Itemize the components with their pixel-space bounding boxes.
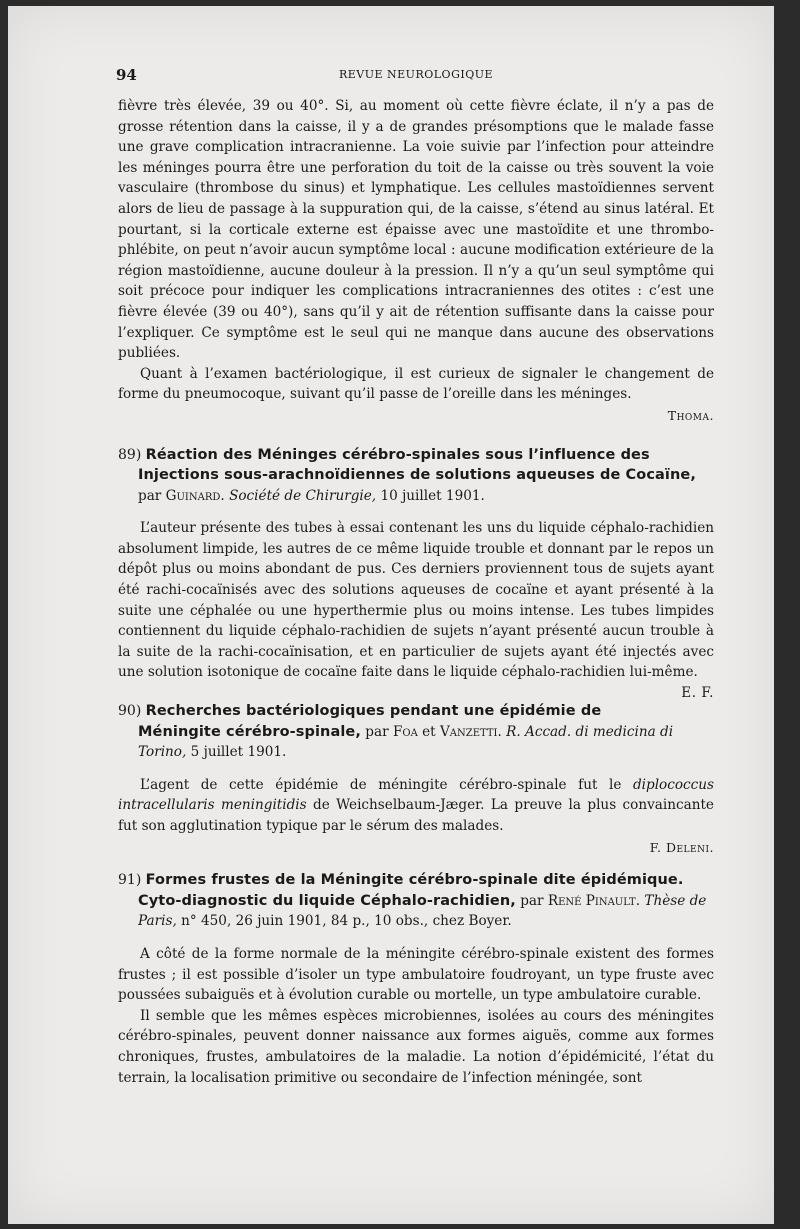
article-paragraph-1: A côté de la forme normale de la méningite cérébro-spinale existent des formes frustes ; il est possible d’isoler un type ambulatoire foudroyant, un type fruste avec poussées subaiguës et à évolution curable ou mortelle, un type ambulatoire curable. <box>118 945 714 1004</box>
article-body-end: de Weichselbaum-Jæger. La preuve la plus convaincante fut son agglutination typique par le sérum des malades. <box>118 797 714 834</box>
intro-paragraph-1: fièvre très élevée, 39 ou 40°. Si, au moment où cette fièvre éclate, il n’y a pas de grosse rétention dans la caisse, il y a de grandes présomptions que le malade fasse une grave complication intracranienne. La voie suivie par l’infection pour atteindre les méninges pourra être une perforation du toit de la caisse ou très souvent la voie vasculaire (thrombose du sinus) et lymphatique. Les cellules mastoïdiennes servent alors de lieu de passage à la suppuration qui, de la caisse, s’étend au sinus latéral. Et pourtant, si la corticale externe est épaisse avec une mastoïdite et une thrombo-phlébite, on peut n’avoir aucun symptôme local : aucune modification extérieure de la région mastoïdienne, aucune douleur à la pression. Il n’y a qu’un seul symptôme qui soit précoce pour indiquer les complications intracraniennes des otites : c’est une fièvre élevée (39 ou 40°), sans qu’il y ait de rétention suffisante dans la caisse pour l’expliquer. Ce symptôme est le seul qui ne manque dans aucune des observations publiées. <box>118 98 714 362</box>
article-source: R. Accad. di medicina di Torino, <box>138 723 674 761</box>
article-body-text: L’auteur présente des tubes à essai contenant les uns du liquide céphalo-rachidien absolument limpide, les autres de ce même liquide trouble et donnant par le repos un dépôt plus ou moins abondant de pus. Ces derniers proviennent tous de sujets ayant été rachi-cocaïnisés avec des solutions aqueuses de cocaïne et ayant présenté à la suite une céphalée ou une hyperthermie plus ou moins intense. Les tubes limpides contiennent du liquide céphalo-rachidien de sujets n’ayant présenté aucun trouble à la suite de la rachi-cocaïnisation, et en particulier de sujets ayant été injectés avec une solution isotonique de cocaïne faite dans le liquide céphalo-rachidien lui-même. <box>118 520 714 681</box>
article-author-1: Foa <box>392 723 418 740</box>
journal-title: REVUE NEUROLOGIQUE <box>338 68 494 81</box>
article-author: René Pinault. <box>547 892 641 909</box>
article-number: 90) <box>118 703 142 720</box>
article-date: 10 juillet 1901. <box>380 487 485 504</box>
article-paragraph-2: Il semble que les mêmes espèces microbiennes, isolées au cours des méningites cérébro-spinales, peuvent donner naissance aux formes aiguës, comme aux formes chroniques, frustes, ambulatoires de la maladie. La notion d’épidémicité, l’état du terrain, la localisation primitive ou secondaire de l’infection méningée, sont <box>118 1007 714 1086</box>
article-body <box>118 518 714 702</box>
article-signature: E. F. <box>681 685 714 702</box>
article-body <box>118 775 714 837</box>
article-source: Société de Chirurgie, <box>229 487 377 504</box>
article-author: Guinard <box>165 487 221 504</box>
article-title: Réaction des Méninges cérébro-spinales sous l’influence des Injections sous-arachnoïdiennes de solutions aqueuses de Cocaïne, <box>138 446 696 484</box>
article-and: et <box>422 723 436 740</box>
article-header <box>118 870 714 932</box>
article-title: Formes frustes de la Méningite cérébro-spinale dite épidémique. Cyto-diagnostic du liquide Céphalo-rachidien, <box>138 872 684 909</box>
page-number: 94 <box>116 66 137 84</box>
article-number: 91) <box>118 872 142 889</box>
article-source: Thèse de Paris, <box>138 892 707 930</box>
article-number: 89) <box>118 446 142 463</box>
article-signature: F. Deleni. <box>649 839 714 855</box>
intro-paragraph-2: Quant à l’examen bactériologique, il est curieux de signaler le changement de forme du pneumocoque, suivant qu’il passe de l’oreille dans les méninges. <box>118 365 714 403</box>
article-body-start: L’agent de cette épidémie de méningite cérébro-spinale fut le <box>140 776 622 793</box>
article-by: par <box>365 723 389 740</box>
page-body <box>118 96 714 1088</box>
article-by: par <box>520 892 544 909</box>
article-header: 89) Réaction des Méninges cérébro-spinales sous l’influence des Injections sous-arachnoïdiennes de solutions aqueuses de Cocaïne, par Guinard. Société de Chirurgie, 10 juillet 1901. <box>118 446 696 504</box>
article-date: 5 juillet 1901. <box>190 744 287 761</box>
intro-signature: Thoma. <box>667 407 714 423</box>
article-89 <box>118 445 714 702</box>
intro-section <box>118 96 714 427</box>
article-header <box>118 701 714 763</box>
article-details: n° 450, 26 juin 1901, 84 p., 10 obs., chez Boyer. <box>181 913 512 930</box>
article-title: Recherches bactériologiques pendant une épidémie de Méningite cérébro-spinale, <box>138 703 602 740</box>
article-91 <box>118 870 714 1088</box>
running-head <box>116 66 716 88</box>
scanned-page <box>8 6 774 1224</box>
article-by: par <box>138 487 162 504</box>
article-body-italic: diplococcus intracellularis meningitidis <box>118 776 714 814</box>
article-author-2: Vanzetti. <box>439 723 502 740</box>
article-90 <box>118 701 714 858</box>
